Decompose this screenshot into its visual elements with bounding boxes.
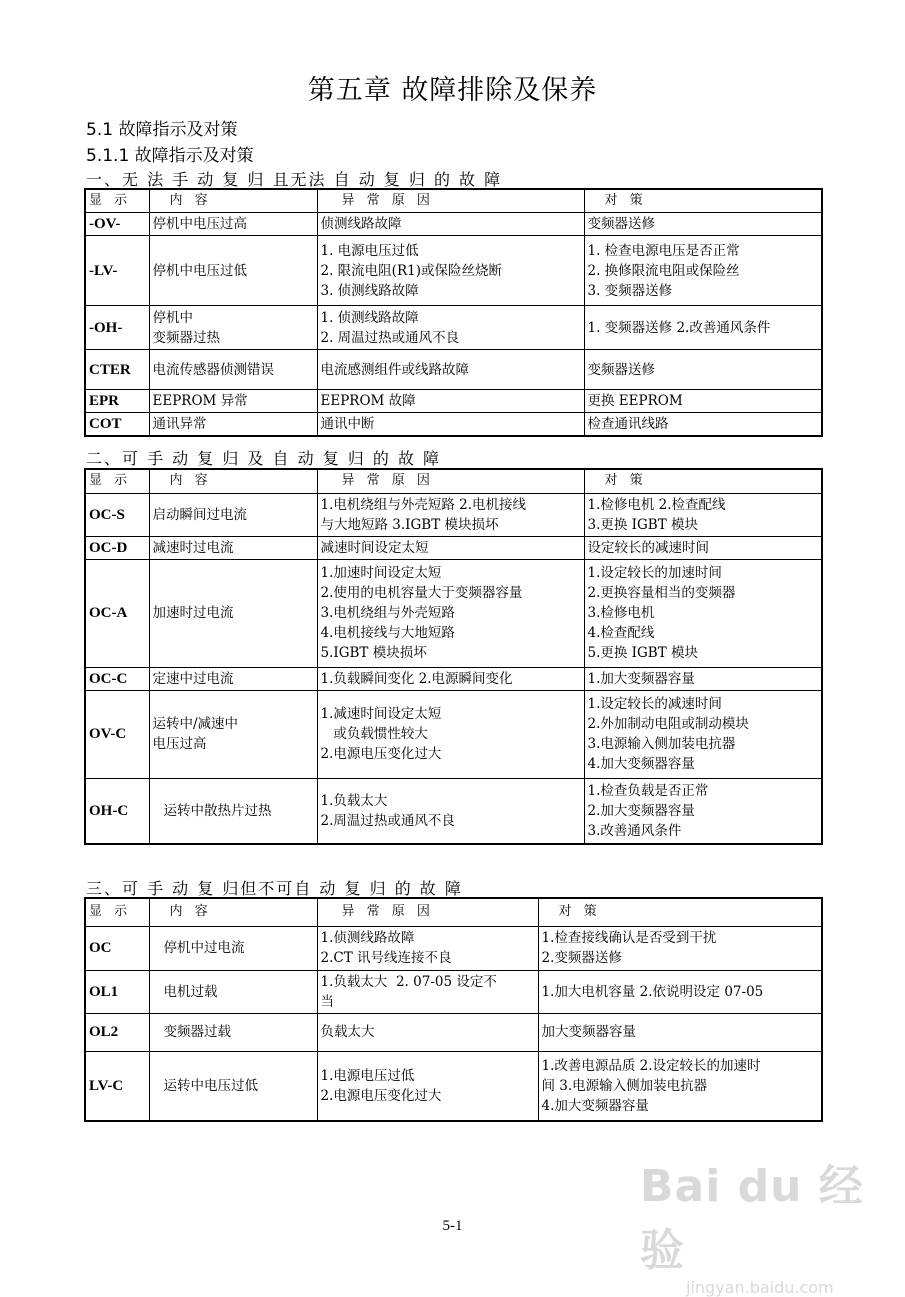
cause-line: 1.负载太大	[320, 792, 388, 809]
cell-cause	[317, 559, 584, 667]
table-row	[85, 1051, 822, 1121]
cell-cause	[317, 778, 584, 844]
cell-content	[149, 236, 317, 306]
content-line: 启动瞬间过电流	[152, 506, 247, 523]
measure-line: 1.设定较长的减速时间	[587, 696, 722, 712]
cause-line: 当	[320, 993, 334, 1010]
measure-line: 变频器送修	[587, 216, 655, 232]
cause-line: 2. 周温过热或通风不良	[320, 329, 460, 346]
watermark-url: jingyan.baidu.com	[686, 1278, 834, 1297]
cell-measure	[538, 970, 822, 1013]
cause-line: 5.IGBT 模块损坏	[320, 645, 427, 661]
fault-table-1	[84, 188, 823, 437]
cause-line: 2.电源电压变化过大	[320, 1087, 442, 1104]
measure-line: 变频器送修	[587, 361, 655, 378]
measure-line: 2.更换容量相当的变频器	[587, 585, 736, 601]
cell-cause	[317, 390, 584, 413]
content-line: 运转中/减速中	[152, 716, 239, 732]
content-line: 停机中	[152, 309, 193, 326]
cell-content	[149, 350, 317, 390]
section2-title: 二、可 手 动 复 归 及 自 动 复 归 的 故 障	[86, 449, 442, 468]
fault-code: OC-S	[85, 493, 149, 536]
cell-measure	[584, 559, 822, 667]
cause-line: 或负载惯性较大	[320, 726, 428, 742]
measure-line: 1. 检查电源电压是否正常	[587, 242, 740, 259]
cause-line: 减速时间设定太短	[320, 539, 429, 556]
cause-line: 1.电机绕组与外壳短路 2.电机接线	[320, 496, 527, 513]
cell-cause	[317, 1013, 538, 1051]
measure-line: 2.变频器送修	[541, 950, 622, 966]
fault-code: -OH-	[85, 306, 149, 350]
content-line: 停机中过电流	[163, 940, 245, 956]
content-line: 变频器过载	[163, 1024, 231, 1040]
cause-line: 2. 限流电阻(R1)或保险丝烧断	[320, 262, 502, 279]
measure-line: 2.外加制动电阻或制动模块	[587, 716, 749, 732]
cause-line: 2.使用的电机容量大于变频器容量	[320, 585, 523, 601]
measure-line: 3. 变频器送修	[587, 282, 673, 299]
table-row	[85, 559, 822, 667]
header-cause: 异 常 原 因	[317, 898, 538, 926]
measure-line: 1. 变频器送修 2.改善通风条件	[587, 319, 771, 336]
cause-line: 1. 电源电压过低	[320, 242, 419, 259]
measure-line: 3.检修电机	[587, 605, 655, 621]
page-number: 5-1	[442, 1218, 463, 1234]
header-cause: 异 常 原 因	[317, 189, 584, 213]
measure-line: 1.加大变频器容量	[587, 670, 695, 687]
measure-line: 4.检查配线	[587, 625, 655, 641]
measure-line: 1.设定较长的加速时间	[587, 565, 722, 581]
cell-measure	[538, 1013, 822, 1051]
fault-code: OL1	[85, 970, 149, 1013]
cell-measure	[584, 306, 822, 350]
measure-line: 设定较长的减速时间	[587, 539, 709, 556]
cell-measure	[584, 236, 822, 306]
cell-cause	[317, 213, 584, 236]
fault-code: OL2	[85, 1013, 149, 1051]
cell-content	[149, 1051, 317, 1121]
measure-line: 3.电源输入侧加装电抗器	[587, 736, 736, 752]
header-content: 内 容	[149, 189, 317, 213]
content-line: 电机过载	[163, 983, 218, 1000]
fault-code: OV-C	[85, 690, 149, 778]
cause-line: 1.侦测线路故障	[320, 930, 415, 946]
table-row	[85, 350, 822, 390]
cell-cause	[317, 926, 538, 970]
heading-5-1: 5.1 故障指示及对策	[86, 120, 238, 140]
measure-line: 间 3.电源输入侧加装电抗器	[541, 1077, 708, 1094]
header-measure: 对 策	[584, 469, 822, 493]
cell-measure	[584, 536, 822, 559]
measure-line: 4.加大变频器容量	[541, 1097, 649, 1114]
cell-content	[149, 559, 317, 667]
cause-line: 负载太大	[320, 1024, 375, 1040]
content-line: 通讯异常	[152, 416, 207, 432]
heading-5-1-1: 5.1.1 故障指示及对策	[86, 146, 254, 166]
table-row	[85, 536, 822, 559]
header-measure: 对 策	[538, 898, 822, 926]
content-line: 停机中电压过低	[152, 262, 247, 279]
table-row	[85, 213, 822, 236]
cell-measure	[584, 690, 822, 778]
measure-line: 3.更换 IGBT 模块	[587, 516, 699, 533]
cause-line: 3. 侦测线路故障	[320, 282, 419, 299]
table-header-row	[85, 469, 822, 493]
content-line: 电流传感器侦测错误	[152, 361, 274, 378]
cell-cause	[317, 306, 584, 350]
content-line: 电压过高	[152, 736, 207, 752]
measure-line: 更换 EEPROM	[587, 393, 683, 409]
measure-line: 2.加大变频器容量	[587, 802, 695, 819]
cell-cause	[317, 970, 538, 1013]
fault-table-3	[84, 897, 823, 1122]
header-display: 显 示	[85, 898, 149, 926]
table-row	[85, 778, 822, 844]
cell-content	[149, 536, 317, 559]
content-line: 运转中电压过低	[163, 1077, 258, 1094]
page-title: 第五章 故障排除及保养	[307, 75, 598, 106]
cause-line: 侦测线路故障	[320, 216, 402, 232]
cause-line: 2.电源电压变化过大	[320, 746, 442, 762]
content-line: 变频器过热	[152, 329, 220, 346]
content-line: 减速时过电流	[152, 539, 234, 556]
header-content: 内 容	[149, 898, 317, 926]
cell-cause	[317, 350, 584, 390]
table-row	[85, 236, 822, 306]
measure-line: 1.检修电机 2.检查配线	[587, 496, 726, 513]
fault-table-2	[84, 468, 823, 845]
fault-code: OC	[85, 926, 149, 970]
header-display: 显 示	[85, 189, 149, 213]
cell-content	[149, 306, 317, 350]
cell-content	[149, 690, 317, 778]
table-row	[85, 413, 822, 437]
cell-measure	[584, 350, 822, 390]
cell-cause	[317, 493, 584, 536]
cell-measure	[538, 1051, 822, 1121]
fault-code: LV-C	[85, 1051, 149, 1121]
content-line: 运转中散热片过热	[163, 802, 272, 819]
measure-line: 加大变频器容量	[541, 1024, 636, 1040]
cell-measure	[584, 493, 822, 536]
cell-content	[149, 926, 317, 970]
fault-code: -LV-	[85, 236, 149, 306]
table-row	[85, 306, 822, 350]
cause-line: 1.负载太大 2. 07-05 设定不	[320, 973, 497, 990]
table-row	[85, 390, 822, 413]
cause-line: 2.周温过热或通风不良	[320, 812, 455, 829]
section3-title: 三、可 手 动 复 归但不可自 动 复 归 的 故 障	[86, 879, 463, 898]
cause-line: 1.减速时间设定太短	[320, 706, 442, 722]
cell-content	[149, 667, 317, 690]
cell-measure	[584, 778, 822, 844]
baidu-watermark	[640, 1150, 905, 1297]
table-row	[85, 970, 822, 1013]
table-row	[85, 926, 822, 970]
cell-cause	[317, 236, 584, 306]
cause-line: 电流感测组件或线路故障	[320, 361, 469, 378]
measure-line: 3.改善通风条件	[587, 822, 682, 839]
cause-line: 2.CT 讯号线连接不良	[320, 950, 452, 966]
cell-cause	[317, 1051, 538, 1121]
cause-line: 1.加速时间设定太短	[320, 565, 442, 581]
cell-cause	[317, 690, 584, 778]
fault-code: OC-D	[85, 536, 149, 559]
cause-line: 3.电机绕组与外壳短路	[320, 605, 455, 621]
cell-content	[149, 213, 317, 236]
cell-content	[149, 778, 317, 844]
content-line: 加速时过电流	[152, 605, 234, 621]
fault-code: OC-C	[85, 667, 149, 690]
fault-code: CTER	[85, 350, 149, 390]
fault-code: COT	[85, 413, 149, 437]
table-header-row	[85, 189, 822, 213]
table-header-row	[85, 898, 822, 926]
table-row	[85, 690, 822, 778]
measure-line: 1.加大电机容量 2.依说明设定 07-05	[541, 983, 764, 1000]
measure-line: 2. 换修限流电阻或保险丝	[587, 262, 740, 279]
cause-line: 1.负载瞬间变化 2.电源瞬间变化	[320, 670, 513, 687]
cell-content	[149, 390, 317, 413]
header-cause: 异 常 原 因	[317, 469, 584, 493]
table-row	[85, 493, 822, 536]
cell-content	[149, 413, 317, 437]
header-content: 内 容	[149, 469, 317, 493]
cell-cause	[317, 413, 584, 437]
fault-code: EPR	[85, 390, 149, 413]
cause-line: 通讯中断	[320, 416, 375, 432]
content-line: EEPROM 异常	[152, 393, 248, 409]
cause-line: 1.电源电压过低	[320, 1067, 415, 1084]
measure-line: 1.检查接线确认是否受到干扰	[541, 930, 717, 946]
measure-line: 5.更换 IGBT 模块	[587, 645, 699, 661]
cell-measure	[584, 390, 822, 413]
watermark-brand: Bai du 经验	[640, 1161, 864, 1276]
cell-cause	[317, 667, 584, 690]
cause-line: 1. 侦测线路故障	[320, 309, 419, 326]
cell-content	[149, 493, 317, 536]
content-line: 停机中电压过高	[152, 216, 247, 232]
header-measure: 对 策	[584, 189, 822, 213]
cell-content	[149, 970, 317, 1013]
fault-code: -OV-	[85, 213, 149, 236]
cell-cause	[317, 536, 584, 559]
measure-line: 4.加大变频器容量	[587, 756, 695, 772]
cause-line: 4.电机接线与大地短路	[320, 625, 455, 641]
measure-line: 检查通讯线路	[587, 416, 669, 432]
fault-code: OC-A	[85, 559, 149, 667]
cell-measure	[584, 413, 822, 437]
cause-line: 与大地短路 3.IGBT 模块损坏	[320, 516, 499, 533]
cell-content	[149, 1013, 317, 1051]
content-line: 定速中过电流	[152, 670, 234, 687]
cell-measure	[584, 667, 822, 690]
fault-code: OH-C	[85, 778, 149, 844]
table-row	[85, 667, 822, 690]
header-display: 显 示	[85, 469, 149, 493]
measure-line: 1.改善电源品质 2.设定较长的加速时	[541, 1057, 761, 1074]
section1-title: 一、无 法 手 动 复 归 且无法 自 动 复 归 的 故 障	[86, 170, 503, 189]
cause-line: EEPROM 故障	[320, 393, 416, 409]
cell-measure	[538, 926, 822, 970]
table-row	[85, 1013, 822, 1051]
cell-measure	[584, 213, 822, 236]
measure-line: 1.检查负载是否正常	[587, 782, 709, 799]
